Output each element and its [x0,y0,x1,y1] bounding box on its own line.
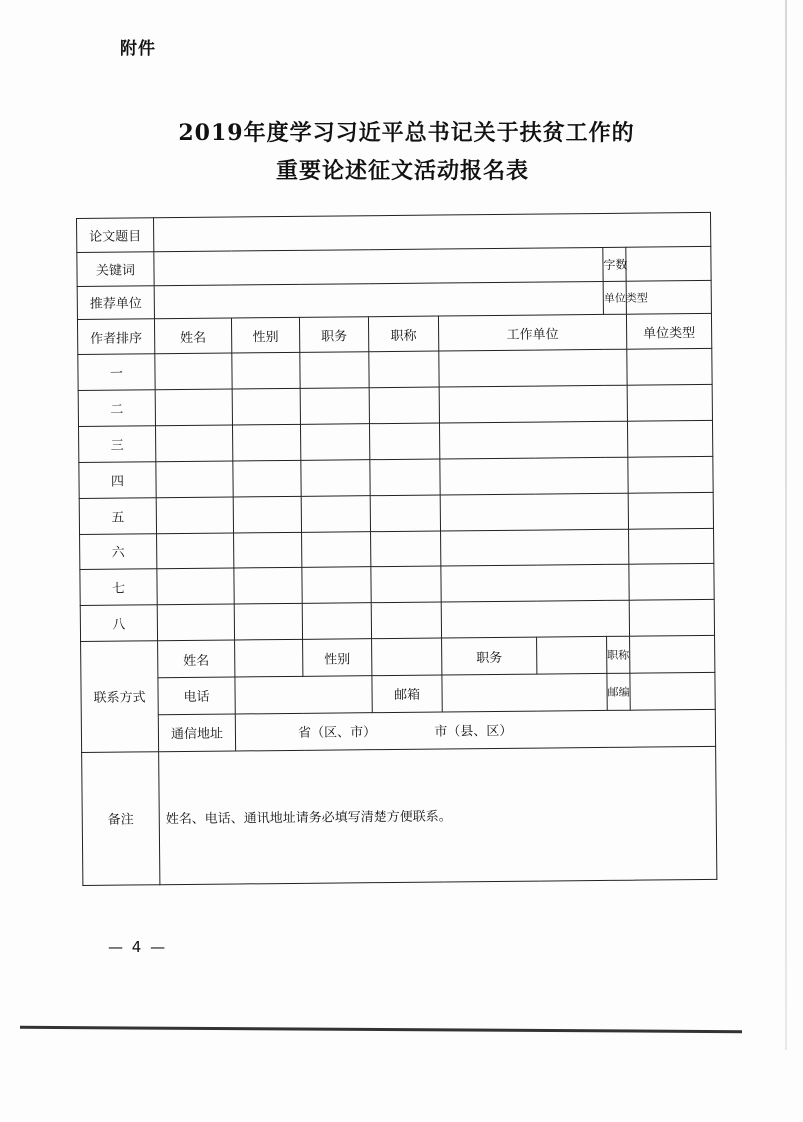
recommender-field[interactable] [154,281,603,319]
author-name-field[interactable] [156,461,233,498]
paper-title-label: 论文题目 [77,218,154,253]
author-title-field[interactable] [369,351,439,388]
recommender-label: 推荐单位 [77,285,154,320]
author-order-label: 作者排序 [77,319,154,355]
author-position-field[interactable] [300,424,369,461]
author-order: 八 [80,605,157,642]
author-order: 四 [79,462,156,499]
author-position-field[interactable] [301,459,370,496]
author-title-field[interactable] [370,459,440,496]
author-order: 六 [80,533,157,570]
author-unit-type-field[interactable] [628,456,713,493]
contact-row-3 [81,709,715,752]
author-row [80,564,714,606]
contact-postcode-field[interactable] [630,672,715,710]
author-gender-field[interactable] [233,460,301,497]
author-position-field[interactable] [300,352,369,389]
author-name-field[interactable] [155,389,232,426]
contact-phone-field[interactable] [235,676,372,714]
contact-gender-label: 性别 [303,639,372,677]
author-order: 三 [79,426,156,463]
author-gender-field[interactable] [233,496,301,533]
col-unit-type: 单位类型 [626,314,711,350]
address-province-label: 省（区、市） [298,725,377,742]
author-order: 一 [78,354,155,391]
col-gender: 性别 [231,318,299,353]
author-position-field[interactable] [302,603,371,640]
contact-title-field[interactable] [630,635,715,673]
contact-label: 联系方式 [81,641,159,752]
contact-address-field[interactable] [235,709,715,750]
registration-form [76,212,716,886]
author-unit-type-field[interactable] [627,384,712,421]
contact-email-field[interactable] [442,673,607,711]
author-gender-field[interactable] [234,604,302,641]
author-unit-type-field[interactable] [627,349,712,386]
word-count-label: 字数 [603,247,626,281]
contact-address-label: 通信地址 [158,714,235,752]
author-name-field[interactable] [155,425,232,462]
author-name-field[interactable] [157,568,234,605]
author-title-field[interactable] [370,495,440,532]
author-name-field[interactable] [156,497,233,534]
author-title-field[interactable] [371,531,441,568]
contact-phone-label: 电话 [158,677,235,715]
author-order: 七 [80,569,157,606]
author-work-unit-field[interactable] [440,493,628,531]
author-unit-type-field[interactable] [629,600,714,637]
author-row [78,349,712,391]
contact-postcode-label: 邮编 [607,673,630,710]
contact-name-field[interactable] [235,639,303,677]
author-name-field[interactable] [157,533,234,570]
author-work-unit-field[interactable] [440,457,628,495]
remarks-text: 姓名、电话、通讯地址请务必填写清楚方便联系。 [159,746,717,885]
col-name: 姓名 [154,318,231,354]
page-number: — 4 — [108,938,168,956]
author-row [78,384,712,426]
author-gender-field[interactable] [232,424,300,461]
author-order: 五 [79,497,156,534]
remarks-label: 备注 [82,751,160,885]
col-position: 职务 [299,317,368,352]
word-count-field[interactable] [626,246,711,281]
col-title: 职称 [368,316,438,351]
author-work-unit-field[interactable] [439,385,627,423]
attachment-label: 附件 [120,39,156,59]
contact-name-label: 姓名 [158,640,235,678]
remarks-row [82,746,717,885]
keywords-label: 关键词 [77,252,154,287]
contact-row-1 [81,635,715,678]
author-unit-type-field[interactable] [629,528,714,565]
author-title-field[interactable] [369,387,439,424]
contact-position-field[interactable] [537,637,607,675]
author-row [80,528,714,570]
author-row [79,492,713,534]
author-work-unit-field[interactable] [439,349,627,387]
contact-email-label: 邮箱 [372,675,442,713]
author-position-field[interactable] [302,567,371,604]
author-position-field[interactable] [302,531,371,568]
author-work-unit-field[interactable] [441,529,629,567]
author-work-unit-field[interactable] [439,421,627,459]
author-work-unit-field[interactable] [441,600,629,638]
author-row [79,456,713,498]
author-position-field[interactable] [301,495,370,532]
scan-right-edge [785,0,787,1050]
author-unit-type-field[interactable] [628,492,713,529]
form-title-line-1: 2019年度学习习近平总书记关于扶贫工作的 [178,120,635,146]
author-gender-field[interactable] [234,568,302,605]
form-title-line-2: 重要论述征文活动报名表 [275,158,529,184]
author-gender-field[interactable] [234,532,302,569]
author-unit-type-field[interactable] [627,420,712,457]
scan-bottom-edge [20,1026,742,1033]
author-title-field[interactable] [369,423,439,460]
author-gender-field[interactable] [232,388,300,425]
author-gender-field[interactable] [232,353,300,390]
paper-title-field[interactable] [154,212,711,251]
author-unit-type-field[interactable] [629,564,714,601]
recommender-unit-type-label: 单位类型 [603,281,626,315]
author-row [80,600,714,642]
author-name-field[interactable] [157,604,234,641]
registration-table [76,212,717,886]
author-order: 二 [78,390,155,427]
keywords-field[interactable] [154,247,603,285]
author-title-field[interactable] [371,602,441,639]
author-title-field[interactable] [371,566,441,603]
col-work-unit: 工作单位 [438,315,626,352]
contact-position-label: 职务 [442,637,537,675]
author-position-field[interactable] [300,388,369,425]
address-city-label: 市（县、区） [434,724,513,740]
author-row [79,420,713,462]
contact-gender-field[interactable] [372,638,442,676]
author-name-field[interactable] [155,353,232,390]
contact-row-2 [81,672,715,715]
contact-title-label: 职称 [607,636,630,673]
author-work-unit-field[interactable] [441,565,629,603]
